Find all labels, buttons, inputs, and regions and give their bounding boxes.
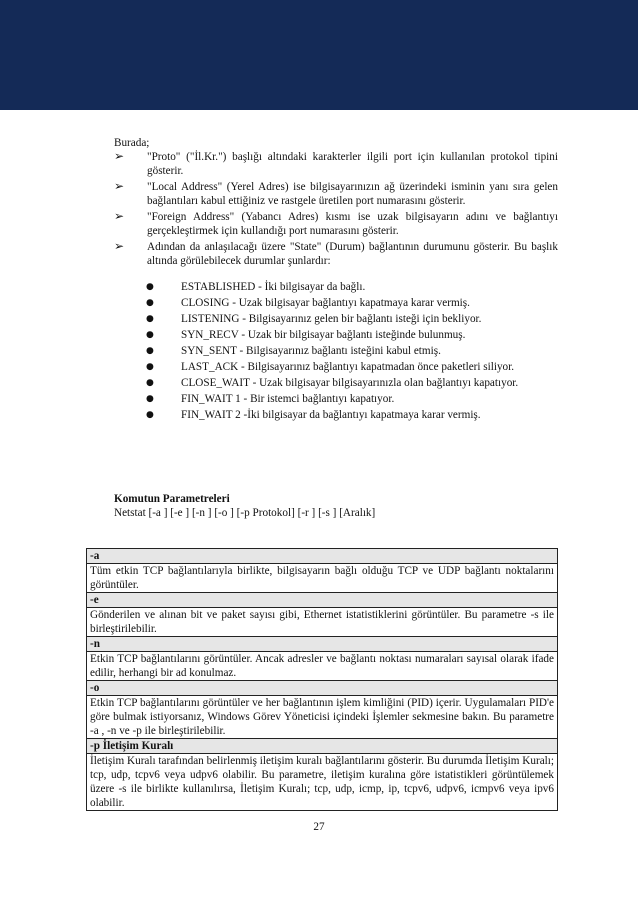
param-description: Gönderilen ve alınan bit ve paket sayısı gibi, Ethernet istatistiklerini görüntüler. Bu parametre -s ile birleştirilebilir. — [87, 608, 557, 637]
arrow-bullet-icon: ➢ — [114, 209, 125, 223]
state-item — [114, 344, 558, 358]
bullet-dot-icon: ● — [146, 314, 154, 324]
state-text: CLOSING - Uzak bilgisayar bağlantıyı kapatmaya karar vermiş. — [181, 297, 470, 309]
state-text: LAST_ACK - Bilgisayarınız bağlantıyı kapatmadan önce paketleri siliyor. — [181, 361, 515, 373]
param-flag: -e — [87, 593, 557, 608]
bullet-dot-icon: ● — [146, 298, 154, 308]
bullet-dot-icon: ● — [146, 394, 154, 404]
parameters-table — [86, 548, 558, 811]
state-text: LISTENING - Bilgisayarınız gelen bir bağlantı isteği için bekliyor. — [181, 313, 482, 325]
state-item — [114, 312, 558, 326]
param-flag: -n — [87, 637, 557, 652]
list-item-text: "Foreign Address" (Yabancı Adres) kısmı ise uzak bilgisayarın adını ve bağlantıyı gerçekleştirmek için kullandığı port numarasını gösterir. — [147, 211, 558, 237]
param-description: Tüm etkin TCP bağlantılarıyla birlikte, bilgisayarın bağlı olduğu TCP ve UDP bağlantı noktalarını görüntüler. — [87, 564, 557, 593]
param-flag: -a — [87, 549, 557, 564]
arrow-bullet-icon: ➢ — [114, 179, 125, 193]
state-text: FIN_WAIT 1 - Bir istemci bağlantıyı kapatıyor. — [181, 393, 395, 405]
state-item — [114, 280, 558, 294]
state-item — [114, 296, 558, 310]
intro-text: Burada; — [114, 137, 150, 149]
state-item — [114, 392, 558, 406]
parameters-heading: Komutun Parametreleri — [114, 493, 230, 505]
list-item-text: "Proto" ("İl.Kr.") başlığı altındaki karakterler ilgili port için kullanılan protokol tipini gösterir. — [147, 151, 558, 177]
state-text: ESTABLISHED - İki bilgisayar da bağlı. — [181, 281, 366, 293]
state-text: CLOSE_WAIT - Uzak bilgisayar bilgisayarınızla olan bağlantıyı kapatıyor. — [181, 377, 519, 389]
bullet-dot-icon: ● — [146, 330, 154, 340]
list-item — [114, 210, 558, 238]
page-number: 27 — [313, 821, 325, 833]
bullet-dot-icon: ● — [146, 378, 154, 388]
state-item — [114, 408, 558, 422]
arrow-bullet-icon: ➢ — [114, 149, 125, 163]
state-item — [114, 376, 558, 390]
column-list — [114, 150, 558, 268]
state-text: FIN_WAIT 2 -İki bilgisayar da bağlantıyı kapatmaya karar vermiş. — [181, 409, 481, 421]
list-item-text: "Local Address" (Yerel Adres) ise bilgisayarınızın ağ üzerindeki isminin yanı sıra gelen bağlantıları kabul ettiğiniz ve rastgele üretilen port numarasını gösterir. — [147, 181, 558, 207]
state-list — [114, 280, 558, 422]
param-description: Etkin TCP bağlantılarını görüntüler ve her bağlantının işlem kimliğini (PID) içerir. Uygulamaları PID'e göre bulmak istiyorsanız, Windows Görev Yöneticisi içindeki İşlemler sekmesine bakın. Bu parametre -a , -n ve -p ile birleştirilebilir. — [87, 696, 557, 739]
state-item — [114, 328, 558, 342]
parameters-section — [114, 492, 558, 520]
description-section — [114, 136, 558, 424]
list-item — [114, 240, 558, 268]
bullet-dot-icon: ● — [146, 282, 154, 292]
command-syntax: Netstat [-a ] [-e ] [-n ] [-o ] [-p Protokol] [-r ] [-s ] [Aralık] — [114, 507, 376, 519]
state-item — [114, 360, 558, 374]
state-text: SYN_SENT - Bilgisayarınız bağlantı isteğini kabul etmiş. — [181, 345, 441, 357]
param-description: Etkin TCP bağlantılarını görüntüler. Ancak adresler ve bağlantı noktası numaraları sayısal olarak ifade edilir, herhangi bir ad konulmaz. — [87, 652, 557, 681]
state-text: SYN_RECV - Uzak bir bilgisayar bağlantı isteğinde bulunmuş. — [181, 329, 466, 341]
param-flag: -p İletişim Kuralı — [87, 739, 557, 754]
header-band — [0, 0, 638, 110]
bullet-dot-icon: ● — [146, 362, 154, 372]
param-description: İletişim Kuralı tarafından belirlenmiş iletişim kuralı bağlantılarını gösterir. Bu durumda İletişim Kuralı; tcp, udp, tcpv6 veya udpv6 olabilir. Bu parametre, iletişim kuralına göre istatistikleri görüntülemek üzere -s ile birlikte kullanılırsa, İletişim Kuralı; tcp, udp, icmp, ip, tcpv6, udpv6, icmpv6 veya ipv6 olabilir. — [90, 755, 554, 809]
arrow-bullet-icon: ➢ — [114, 239, 125, 253]
bullet-dot-icon: ● — [146, 410, 154, 420]
param-flag: -o — [87, 681, 557, 696]
list-item-text: Adından da anlaşılacağı üzere "State" (Durum) bağlantının durumunu gösterir. Bu başlık altında görülebilecek durumlar şunlardır: — [147, 241, 558, 267]
list-item — [114, 150, 558, 178]
list-item — [114, 180, 558, 208]
bullet-dot-icon: ● — [146, 346, 154, 356]
